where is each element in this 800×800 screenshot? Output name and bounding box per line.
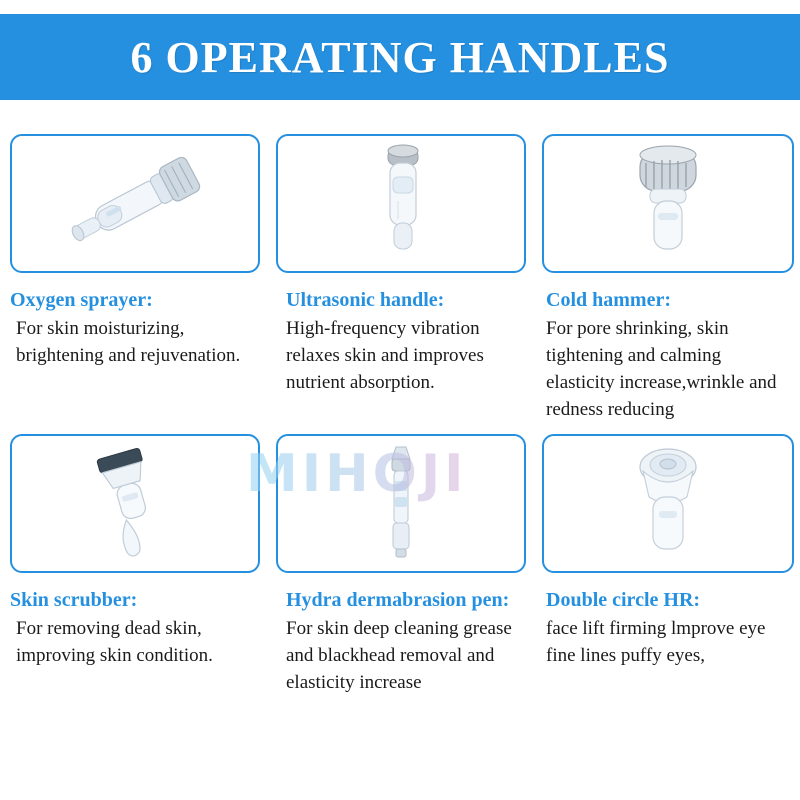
cold-hammer-thumbnail: [542, 134, 794, 273]
card-description: High-frequency vibration relaxes skin and improves nutrient absorption.: [286, 318, 484, 393]
card-title: Cold hammer:: [546, 289, 671, 311]
page-header-banner: [0, 14, 800, 100]
double-circle-hr-thumbnail: [542, 434, 794, 573]
handles-grid: [0, 112, 800, 697]
card-title: Ultrasonic handle:: [286, 289, 445, 311]
oxygen-sprayer-icon: [35, 144, 235, 264]
card-description: face lift firming lmprove eye fine lines puffy eyes,: [546, 617, 766, 666]
handle-card-ultrasonic-handle: [266, 112, 532, 424]
double-circle-hr-icon: [593, 441, 743, 566]
handle-card-oxygen-sprayer: [0, 112, 266, 424]
card-title: Double circle HR:: [546, 588, 701, 611]
handle-card-hydra-dermabrasion-pen: [266, 424, 532, 697]
hydra-dermabrasion-pen-icon: [336, 441, 466, 566]
ultrasonic-handle-thumbnail: [276, 134, 526, 273]
handle-card-double-circle-hr: [532, 424, 800, 697]
card-description: For skin moisturizing, brightening and rejuvenation.: [16, 318, 241, 366]
handle-card-cold-hammer: [532, 112, 800, 424]
oxygen-sprayer-thumbnail: [10, 134, 260, 273]
card-description: For removing dead skin, improving skin condition.: [16, 617, 213, 666]
ultrasonic-handle-icon: [326, 141, 476, 266]
skin-scrubber-icon: [40, 443, 230, 563]
skin-scrubber-thumbnail: [10, 434, 260, 573]
card-description: For pore shrinking, skin tightening and calming elasticity increase,wrinkle and redness reducing: [546, 318, 777, 420]
card-title: Oxygen sprayer:: [10, 289, 153, 311]
hydra-dermabrasion-pen-thumbnail: [276, 434, 526, 573]
cold-hammer-icon: [588, 141, 748, 266]
page-title: 6 OPERATING HANDLES: [130, 32, 670, 82]
handle-card-skin-scrubber: [0, 424, 266, 697]
card-title: Skin scrubber:: [10, 588, 138, 611]
card-title: Hydra dermabrasion pen:: [286, 588, 510, 611]
card-description: For skin deep cleaning grease and blackhead removal and elasticity increase: [286, 617, 512, 693]
